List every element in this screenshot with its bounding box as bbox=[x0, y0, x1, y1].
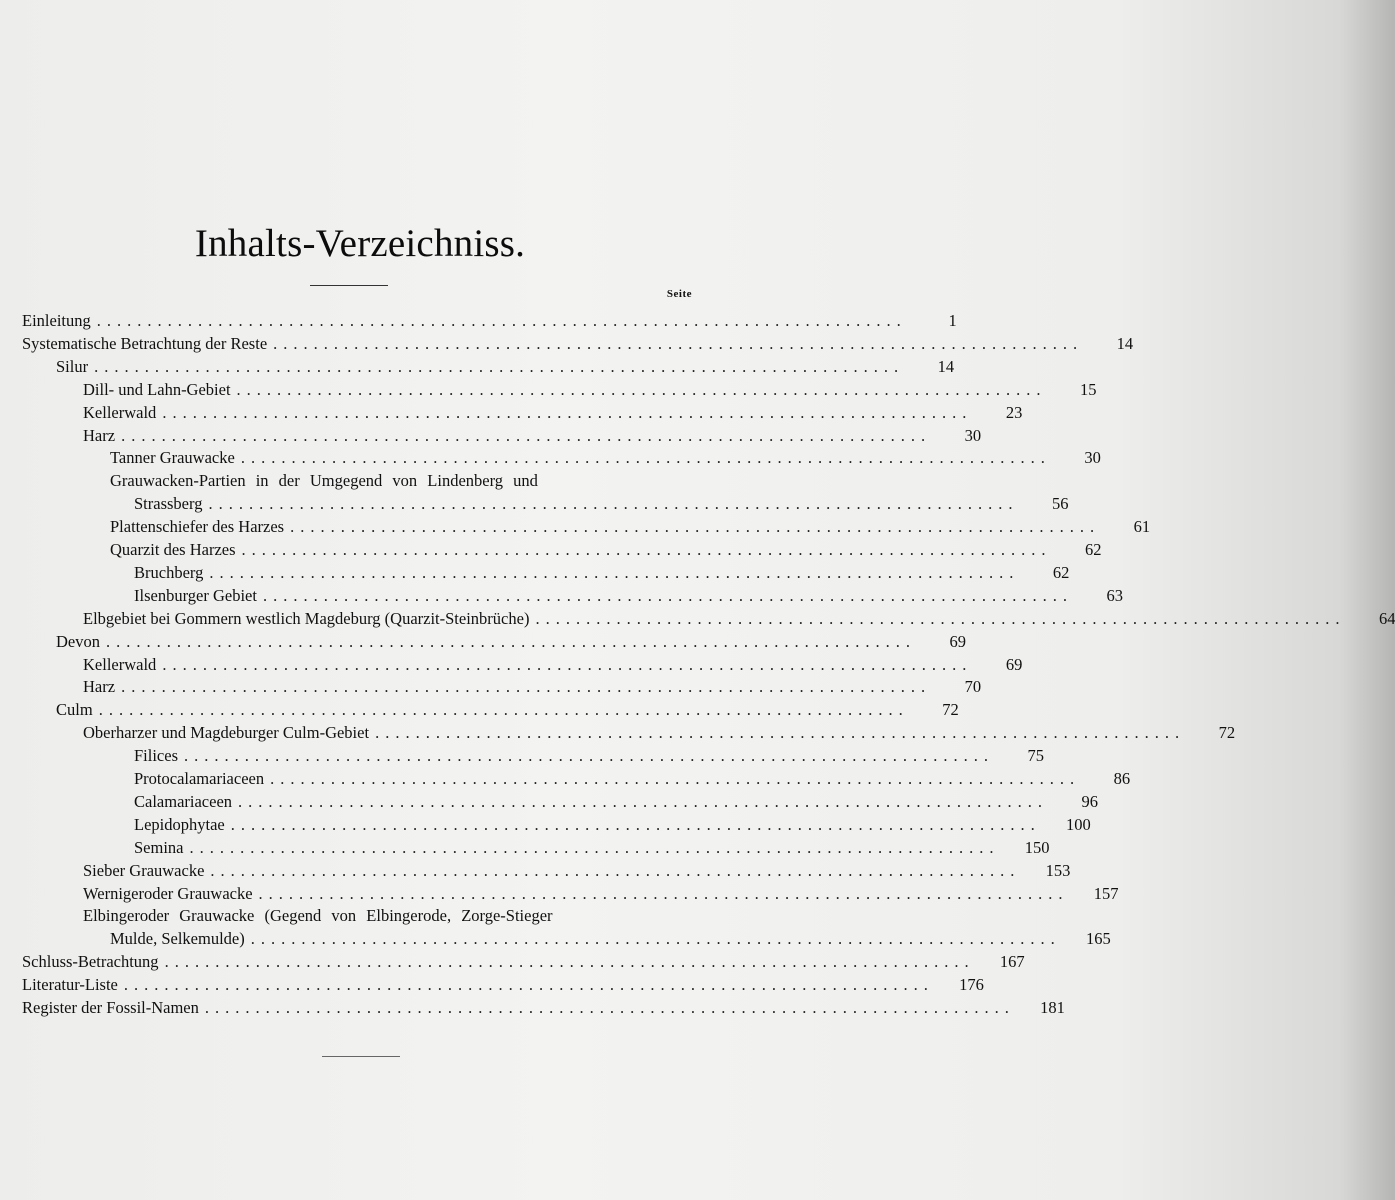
toc-leader-dots: ................................................................................ bbox=[162, 654, 973, 674]
title-rule bbox=[310, 285, 388, 286]
toc-leader-dots: ................................................................................ bbox=[241, 540, 1052, 559]
toc-page-number: 30 bbox=[1084, 448, 1101, 468]
toc-leader-dots: ................................................................................ bbox=[262, 585, 1073, 605]
toc-leader-dots: ................................................................................ bbox=[189, 837, 1000, 857]
toc-entry bbox=[83, 675, 982, 698]
toc-leader-dots: ................................................................................ bbox=[209, 562, 1020, 582]
toc-page-number: 64 bbox=[1378, 608, 1395, 628]
toc-leader-dots: ................................................................................ bbox=[238, 791, 1049, 811]
toc-page-number: 15 bbox=[1080, 379, 1097, 399]
toc-entry bbox=[134, 561, 1070, 584]
toc-leader-dots: ................................................................................ bbox=[204, 998, 1015, 1017]
toc-page-number: 100 bbox=[1065, 814, 1091, 834]
toc-entry bbox=[134, 744, 1044, 767]
toc-entry bbox=[83, 424, 982, 447]
toc-entry-label: Protocalamariaceen bbox=[134, 769, 265, 788]
toc-entry-label: Tanner Grauwacke bbox=[110, 448, 235, 468]
toc-leader-dots: ................................................................................ bbox=[162, 402, 973, 422]
toc-leader-dots: ................................................................................ bbox=[121, 425, 932, 445]
toc-page-number: 23 bbox=[1005, 402, 1023, 422]
toc-entry bbox=[110, 446, 1101, 469]
toc-entry bbox=[110, 515, 1151, 538]
toc-entry-label: Elbingeroder Grauwacke (Gegend von Elbingerode, Zorge-Stieger bbox=[83, 906, 553, 926]
toc-entry-label: Register der Fossil-Namen bbox=[22, 998, 199, 1017]
toc-leader-dots: ................................................................................ bbox=[121, 677, 932, 697]
toc-entry-label: Harz bbox=[83, 677, 116, 697]
toc-entry-label: Kellerwald bbox=[83, 402, 157, 422]
toc-entry bbox=[22, 309, 957, 332]
toc-entry bbox=[56, 630, 966, 653]
toc-entry bbox=[83, 882, 1119, 905]
toc-entry bbox=[83, 607, 1395, 630]
toc-entry-label: Mulde, Selkemulde) bbox=[110, 929, 245, 949]
toc-entry-label: Culm bbox=[56, 700, 93, 720]
toc-entry bbox=[83, 378, 1097, 401]
toc-page-number: 14 bbox=[937, 356, 955, 376]
toc-leader-dots: ................................................................................ bbox=[270, 769, 1081, 788]
toc-entry-label: Ilsenburger Gebiet bbox=[134, 585, 257, 605]
toc-entry-label: Oberharzer und Magdeburger Culm-Gebiet bbox=[83, 723, 370, 743]
toc-entry-label: Sieber Grauwacke bbox=[83, 860, 205, 880]
toc-entry bbox=[83, 904, 692, 927]
toc-page-number: 72 bbox=[942, 700, 959, 720]
toc-page-number: 181 bbox=[1040, 998, 1065, 1017]
toc-entry-label: Harz bbox=[83, 425, 116, 445]
toc-page-number: 153 bbox=[1045, 860, 1071, 880]
toc-entry-label: Kellerwald bbox=[83, 654, 157, 674]
toc-entry bbox=[83, 859, 1071, 882]
toc-entry bbox=[56, 355, 955, 378]
toc-entry bbox=[83, 721, 1236, 744]
toc-page-number: 69 bbox=[1005, 654, 1023, 674]
toc-entry-label: Bruchberg bbox=[134, 562, 204, 582]
toc-leader-dots: ................................................................................ bbox=[106, 631, 916, 651]
toc-entry-label: Plattenschiefer des Harzes bbox=[110, 517, 285, 537]
toc-page-number: 63 bbox=[1106, 585, 1123, 605]
toc-leader-dots: ................................................................................ bbox=[240, 448, 1051, 468]
toc-entry-label: Strassberg bbox=[134, 494, 203, 514]
toc-page-number: 176 bbox=[959, 975, 984, 995]
toc-leader-dots: ................................................................................ bbox=[375, 723, 1186, 743]
toc-entry bbox=[22, 996, 1065, 1019]
toc-entry-label: Schluss-Betrachtung bbox=[22, 952, 159, 972]
toc-entry-label: Wernigeroder Grauwacke bbox=[83, 883, 253, 903]
toc-entry-label: Grauwacken-Partien in der Umgegend von Lindenberg und bbox=[110, 471, 538, 491]
toc-leader-dots: ................................................................................ bbox=[98, 700, 909, 720]
toc-page-number: 150 bbox=[1024, 837, 1050, 857]
toc-entry bbox=[134, 584, 1123, 607]
toc-entry-label: Quarzit des Harzes bbox=[110, 540, 236, 559]
toc-page-number: 165 bbox=[1085, 929, 1111, 949]
toc-entry-label: Systematische Betrachtung der Reste bbox=[22, 333, 268, 353]
toc-leader-dots: ................................................................................ bbox=[273, 333, 1084, 353]
toc-entry bbox=[56, 698, 959, 721]
toc-entry-label: Einleitung bbox=[22, 311, 91, 330]
toc-entry-label: Devon bbox=[56, 631, 100, 651]
toc-entry-label: Silur bbox=[56, 356, 89, 376]
toc-entry bbox=[134, 767, 1131, 790]
toc-leader-dots: ................................................................................ bbox=[184, 746, 994, 766]
toc-entry-label: Elbgebiet bei Gommern westlich Magdeburg (Quarzit-Steinbrüche) bbox=[83, 608, 530, 628]
toc-entry bbox=[110, 927, 1111, 950]
toc-page-number: 56 bbox=[1051, 494, 1069, 514]
toc-page-number: 75 bbox=[1027, 746, 1044, 766]
toc-entry-label: Semina bbox=[134, 837, 184, 857]
toc-page-number: 70 bbox=[964, 677, 982, 697]
toc-entry bbox=[134, 790, 1099, 813]
toc-page-number: 69 bbox=[949, 631, 966, 651]
toc-page-number: 86 bbox=[1113, 769, 1131, 788]
toc-page-number: 167 bbox=[999, 952, 1025, 972]
toc-page-number: 96 bbox=[1081, 791, 1099, 811]
page-title: Inhalts-Verzeichniss. bbox=[194, 222, 526, 265]
toc-page-number: 1 bbox=[948, 311, 957, 330]
toc-entry bbox=[134, 813, 1091, 836]
toc-page-number: 14 bbox=[1116, 333, 1134, 353]
toc-entry bbox=[83, 653, 1023, 676]
toc-leader-dots: ................................................................................ bbox=[208, 494, 1019, 514]
toc-leader-dots: ................................................................................ bbox=[164, 952, 975, 972]
page-column-header: Seite bbox=[666, 288, 692, 300]
toc-leader-dots: ................................................................................ bbox=[290, 517, 1101, 537]
toc-leader-dots: ................................................................................ bbox=[123, 975, 934, 995]
toc-page-number: 61 bbox=[1133, 517, 1151, 537]
toc-leader-dots: ................................................................................ bbox=[210, 860, 1021, 880]
toc-entry-label: Literatur-Liste bbox=[22, 975, 118, 995]
toc-entry bbox=[22, 950, 1025, 973]
toc-entry bbox=[134, 836, 1050, 859]
toc-entry-label: Calamariaceen bbox=[134, 791, 233, 811]
toc-entry-label: Dill- und Lahn-Gebiet bbox=[83, 379, 231, 399]
toc-leader-dots: ................................................................................ bbox=[236, 379, 1047, 399]
toc-entry-label: Filices bbox=[134, 746, 178, 766]
toc-leader-dots: ................................................................................ bbox=[535, 608, 1346, 628]
toc-leader-dots: ................................................................................ bbox=[250, 929, 1061, 949]
toc-page-number: 62 bbox=[1052, 562, 1070, 582]
toc-entry bbox=[134, 492, 1069, 515]
toc-page-number: 62 bbox=[1085, 540, 1102, 559]
toc-leader-dots: ................................................................................ bbox=[230, 814, 1041, 834]
footer-rule bbox=[322, 1056, 400, 1057]
toc-page-number: 72 bbox=[1218, 723, 1236, 743]
toc-entry bbox=[22, 973, 984, 996]
toc-entry bbox=[110, 538, 1102, 561]
toc-page-number: 157 bbox=[1093, 883, 1119, 903]
toc-leader-dots: ................................................................................ bbox=[94, 356, 905, 376]
toc-leader-dots: ................................................................................ bbox=[96, 311, 907, 330]
toc-entry bbox=[22, 332, 1134, 355]
toc-entry-label: Lepidophytae bbox=[134, 814, 225, 834]
toc-entry bbox=[110, 469, 692, 492]
toc-leader-dots: ................................................................................ bbox=[258, 883, 1069, 903]
toc-page-number: 30 bbox=[964, 425, 982, 445]
toc-entry bbox=[83, 401, 1023, 424]
